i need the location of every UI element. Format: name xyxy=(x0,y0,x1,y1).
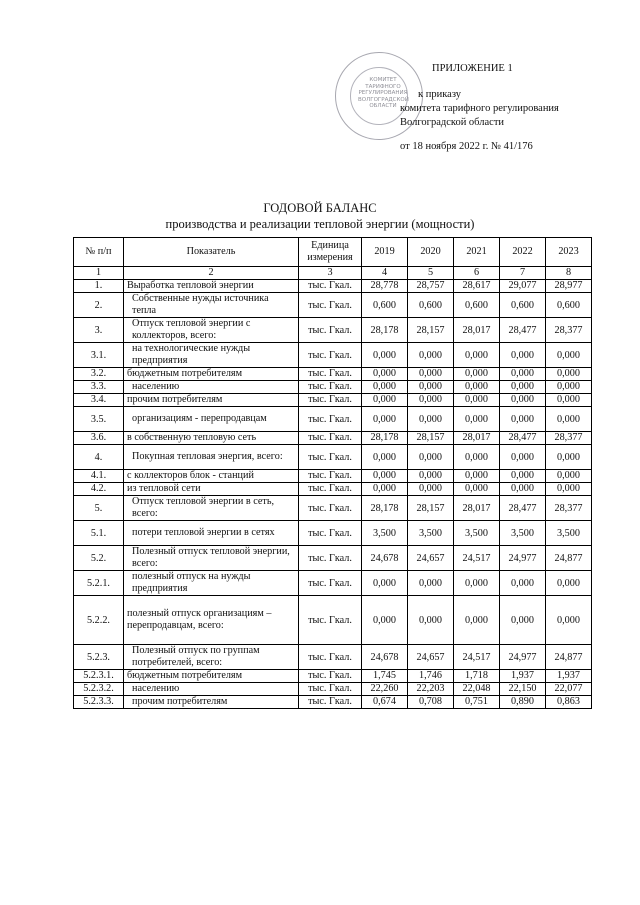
row-label: прочим потребителям xyxy=(124,696,299,709)
row-value: 0,708 xyxy=(408,696,454,709)
row-unit: тыс. Гкал. xyxy=(299,521,362,546)
row-value: 0,000 xyxy=(546,381,592,394)
row-value: 28,778 xyxy=(362,280,408,293)
row-value: 24,877 xyxy=(546,645,592,670)
appendix-label: ПРИЛОЖЕНИЕ 1 xyxy=(432,63,513,74)
row-unit: тыс. Гкал. xyxy=(299,445,362,470)
row-value: 0,000 xyxy=(454,470,500,483)
row-value: 28,477 xyxy=(500,318,546,343)
index-cell: 8 xyxy=(546,267,592,280)
row-number: 3.3. xyxy=(74,381,124,394)
row-unit: тыс. Гкал. xyxy=(299,318,362,343)
document-title xyxy=(0,200,640,232)
row-value: 0,000 xyxy=(546,470,592,483)
row-unit: тыс. Гкал. xyxy=(299,696,362,709)
row-value: 0,000 xyxy=(546,407,592,432)
row-label: Собственные нужды источника тепла xyxy=(124,293,299,318)
row-label: из тепловой сети xyxy=(124,483,299,496)
column-index-row xyxy=(74,267,592,280)
row-value: 0,000 xyxy=(408,596,454,645)
row-number: 3.4. xyxy=(74,394,124,407)
table-row xyxy=(74,445,592,470)
row-value: 0,000 xyxy=(500,343,546,368)
row-value: 28,377 xyxy=(546,496,592,521)
row-value: 0,000 xyxy=(362,445,408,470)
row-value: 0,000 xyxy=(362,483,408,496)
row-value: 0,000 xyxy=(500,571,546,596)
row-number: 4.1. xyxy=(74,470,124,483)
row-unit: тыс. Гкал. xyxy=(299,596,362,645)
header-cell: 2019 xyxy=(362,238,408,267)
row-number: 5.1. xyxy=(74,521,124,546)
row-value: 0,000 xyxy=(454,368,500,381)
table-row xyxy=(74,596,592,645)
row-number: 1. xyxy=(74,280,124,293)
committee-label: комитета тарифного регулирования xyxy=(400,103,559,114)
row-unit: тыс. Гкал. xyxy=(299,483,362,496)
row-value: 0,000 xyxy=(500,596,546,645)
row-unit: тыс. Гкал. xyxy=(299,645,362,670)
row-value: 3,500 xyxy=(546,521,592,546)
row-value: 0,000 xyxy=(454,596,500,645)
row-label: организациям - перепродавцам xyxy=(124,407,299,432)
title-sub: производства и реализации тепловой энергии (мощности) xyxy=(165,217,475,231)
row-number: 5.2.3.2. xyxy=(74,683,124,696)
row-value: 3,500 xyxy=(454,521,500,546)
table-row xyxy=(74,280,592,293)
row-value: 0,600 xyxy=(362,293,408,318)
table-row xyxy=(74,645,592,670)
row-value: 28,178 xyxy=(362,432,408,445)
row-value: 1,718 xyxy=(454,670,500,683)
row-unit: тыс. Гкал. xyxy=(299,343,362,368)
row-number: 5.2.2. xyxy=(74,596,124,645)
row-label: прочим потребителям xyxy=(124,394,299,407)
row-value: 24,517 xyxy=(454,645,500,670)
row-value: 24,678 xyxy=(362,645,408,670)
index-cell: 7 xyxy=(500,267,546,280)
balance-table xyxy=(73,237,592,709)
row-unit: тыс. Гкал. xyxy=(299,432,362,445)
row-value: 0,000 xyxy=(362,381,408,394)
row-value: 28,017 xyxy=(454,496,500,521)
row-value: 0,890 xyxy=(500,696,546,709)
row-value: 0,000 xyxy=(500,368,546,381)
row-value: 0,000 xyxy=(408,445,454,470)
row-value: 24,657 xyxy=(408,645,454,670)
row-number: 3. xyxy=(74,318,124,343)
row-value: 0,000 xyxy=(408,407,454,432)
row-label: населению xyxy=(124,381,299,394)
row-unit: тыс. Гкал. xyxy=(299,293,362,318)
row-label: в собственную тепловую сеть xyxy=(124,432,299,445)
header-cell: Показатель xyxy=(124,238,299,267)
row-value: 0,000 xyxy=(362,407,408,432)
header-cell: 2021 xyxy=(454,238,500,267)
index-cell: 1 xyxy=(74,267,124,280)
row-value: 0,000 xyxy=(408,368,454,381)
row-value: 0,674 xyxy=(362,696,408,709)
index-cell: 4 xyxy=(362,267,408,280)
row-unit: тыс. Гкал. xyxy=(299,496,362,521)
row-value: 22,048 xyxy=(454,683,500,696)
table-row xyxy=(74,670,592,683)
row-number: 5.2.3.1. xyxy=(74,670,124,683)
index-cell: 2 xyxy=(124,267,299,280)
row-value: 0,000 xyxy=(362,571,408,596)
stamp-text: КОМИТЕТ ТАРИФНОГО РЕГУЛИРОВАНИЯ ВОЛГОГРАДСКОЙ ОБЛАСТИ xyxy=(358,77,409,109)
index-cell: 5 xyxy=(408,267,454,280)
row-value: 28,157 xyxy=(408,318,454,343)
table-row xyxy=(74,293,592,318)
row-number: 5. xyxy=(74,496,124,521)
order-label: к приказу xyxy=(418,89,461,100)
row-value: 22,203 xyxy=(408,683,454,696)
row-label: Покупная тепловая энергия, всего: xyxy=(124,445,299,470)
row-value: 22,077 xyxy=(546,683,592,696)
row-unit: тыс. Гкал. xyxy=(299,368,362,381)
row-unit: тыс. Гкал. xyxy=(299,470,362,483)
table-body xyxy=(74,280,592,709)
table-row xyxy=(74,394,592,407)
row-value: 0,000 xyxy=(500,470,546,483)
row-value: 0,000 xyxy=(546,571,592,596)
row-value: 0,000 xyxy=(454,381,500,394)
row-value: 0,000 xyxy=(408,381,454,394)
table-header-row xyxy=(74,238,592,267)
row-value: 28,477 xyxy=(500,432,546,445)
row-value: 1,937 xyxy=(500,670,546,683)
row-value: 28,157 xyxy=(408,496,454,521)
row-number: 3.5. xyxy=(74,407,124,432)
row-value: 0,000 xyxy=(362,596,408,645)
row-value: 3,500 xyxy=(408,521,454,546)
table-row xyxy=(74,432,592,445)
row-label: Отпуск тепловой энергии с коллекторов, всего: xyxy=(124,318,299,343)
header-cell: 2023 xyxy=(546,238,592,267)
row-value: 28,617 xyxy=(454,280,500,293)
row-value: 0,000 xyxy=(546,596,592,645)
row-value: 0,863 xyxy=(546,696,592,709)
table-row xyxy=(74,318,592,343)
row-value: 0,751 xyxy=(454,696,500,709)
row-value: 1,745 xyxy=(362,670,408,683)
row-label: Полезный отпуск тепловой энергии, всего: xyxy=(124,546,299,571)
row-unit: тыс. Гкал. xyxy=(299,571,362,596)
row-value: 0,000 xyxy=(408,483,454,496)
table-row xyxy=(74,696,592,709)
row-value: 22,260 xyxy=(362,683,408,696)
row-value: 1,937 xyxy=(546,670,592,683)
row-value: 0,600 xyxy=(500,293,546,318)
row-number: 3.1. xyxy=(74,343,124,368)
row-value: 0,600 xyxy=(408,293,454,318)
row-number: 3.2. xyxy=(74,368,124,381)
row-value: 0,000 xyxy=(500,407,546,432)
row-unit: тыс. Гкал. xyxy=(299,670,362,683)
row-label: с коллекторов блок - станций xyxy=(124,470,299,483)
row-number: 4.2. xyxy=(74,483,124,496)
row-unit: тыс. Гкал. xyxy=(299,381,362,394)
row-value: 0,000 xyxy=(500,394,546,407)
row-value: 24,517 xyxy=(454,546,500,571)
row-value: 24,877 xyxy=(546,546,592,571)
row-label: на технологические нужды предприятия xyxy=(124,343,299,368)
row-label: населению xyxy=(124,683,299,696)
row-value: 28,377 xyxy=(546,432,592,445)
row-value: 0,000 xyxy=(454,483,500,496)
row-unit: тыс. Гкал. xyxy=(299,683,362,696)
table-row xyxy=(74,483,592,496)
header-cell: 2022 xyxy=(500,238,546,267)
row-value: 28,477 xyxy=(500,496,546,521)
region-label: Волгоградской области xyxy=(400,117,505,128)
row-number: 3.6. xyxy=(74,432,124,445)
row-value: 29,077 xyxy=(500,280,546,293)
row-value: 28,017 xyxy=(454,318,500,343)
row-value: 0,000 xyxy=(546,445,592,470)
row-number: 4. xyxy=(74,445,124,470)
row-number: 5.2.3. xyxy=(74,645,124,670)
row-label: Выработка тепловой энергии xyxy=(124,280,299,293)
row-number: 5.2.3.3. xyxy=(74,696,124,709)
row-value: 0,000 xyxy=(546,483,592,496)
row-value: 28,017 xyxy=(454,432,500,445)
row-value: 24,977 xyxy=(500,546,546,571)
table-row xyxy=(74,470,592,483)
row-value: 28,977 xyxy=(546,280,592,293)
row-value: 1,746 xyxy=(408,670,454,683)
row-label: Отпуск тепловой энергии в сеть, всего: xyxy=(124,496,299,521)
row-value: 0,000 xyxy=(454,407,500,432)
row-value: 28,178 xyxy=(362,496,408,521)
row-value: 0,000 xyxy=(454,343,500,368)
row-number: 5.2. xyxy=(74,546,124,571)
row-unit: тыс. Гкал. xyxy=(299,280,362,293)
title-main: ГОДОВОЙ БАЛАНС xyxy=(263,201,377,215)
row-value: 28,757 xyxy=(408,280,454,293)
row-value: 24,977 xyxy=(500,645,546,670)
row-number: 5.2.1. xyxy=(74,571,124,596)
table-row xyxy=(74,368,592,381)
row-value: 0,000 xyxy=(546,394,592,407)
row-unit: тыс. Гкал. xyxy=(299,394,362,407)
row-value: 0,600 xyxy=(546,293,592,318)
row-value: 28,178 xyxy=(362,318,408,343)
row-value: 0,000 xyxy=(454,394,500,407)
table-row xyxy=(74,381,592,394)
document-header xyxy=(400,62,559,154)
table-row xyxy=(74,407,592,432)
row-value: 28,377 xyxy=(546,318,592,343)
row-unit: тыс. Гкал. xyxy=(299,546,362,571)
header-cell: № п/п xyxy=(74,238,124,267)
row-value: 3,500 xyxy=(362,521,408,546)
row-label: бюджетным потребителям xyxy=(124,670,299,683)
row-value: 0,000 xyxy=(362,368,408,381)
row-value: 0,000 xyxy=(408,394,454,407)
table-row xyxy=(74,496,592,521)
row-label: полезный отпуск организациям – перепродавцам, всего: xyxy=(124,596,299,645)
table-row xyxy=(74,521,592,546)
row-value: 0,000 xyxy=(500,381,546,394)
row-number: 2. xyxy=(74,293,124,318)
row-value: 22,150 xyxy=(500,683,546,696)
row-value: 0,000 xyxy=(408,343,454,368)
row-value: 0,000 xyxy=(362,394,408,407)
row-value: 0,000 xyxy=(454,571,500,596)
table-row xyxy=(74,571,592,596)
row-value: 0,000 xyxy=(500,483,546,496)
row-value: 0,000 xyxy=(362,470,408,483)
row-value: 0,600 xyxy=(454,293,500,318)
table-row xyxy=(74,343,592,368)
row-value: 24,678 xyxy=(362,546,408,571)
row-label: потери тепловой энергии в сетях xyxy=(124,521,299,546)
row-value: 0,000 xyxy=(500,445,546,470)
row-value: 3,500 xyxy=(500,521,546,546)
header-cell: Единица измерения xyxy=(299,238,362,267)
row-label: Полезный отпуск по группам потребителей, всего: xyxy=(124,645,299,670)
row-value: 0,000 xyxy=(362,343,408,368)
row-value: 0,000 xyxy=(408,470,454,483)
row-value: 24,657 xyxy=(408,546,454,571)
row-value: 28,157 xyxy=(408,432,454,445)
index-cell: 6 xyxy=(454,267,500,280)
row-value: 0,000 xyxy=(546,368,592,381)
row-label: полезный отпуск на нужды предприятия xyxy=(124,571,299,596)
header-cell: 2020 xyxy=(408,238,454,267)
table-row xyxy=(74,683,592,696)
row-value: 0,000 xyxy=(454,445,500,470)
row-unit: тыс. Гкал. xyxy=(299,407,362,432)
row-value: 0,000 xyxy=(546,343,592,368)
index-cell: 3 xyxy=(299,267,362,280)
row-value: 0,000 xyxy=(408,571,454,596)
row-label: бюджетным потребителям xyxy=(124,368,299,381)
order-date: от 18 ноября 2022 г. № 41/176 xyxy=(400,141,533,152)
table-row xyxy=(74,546,592,571)
